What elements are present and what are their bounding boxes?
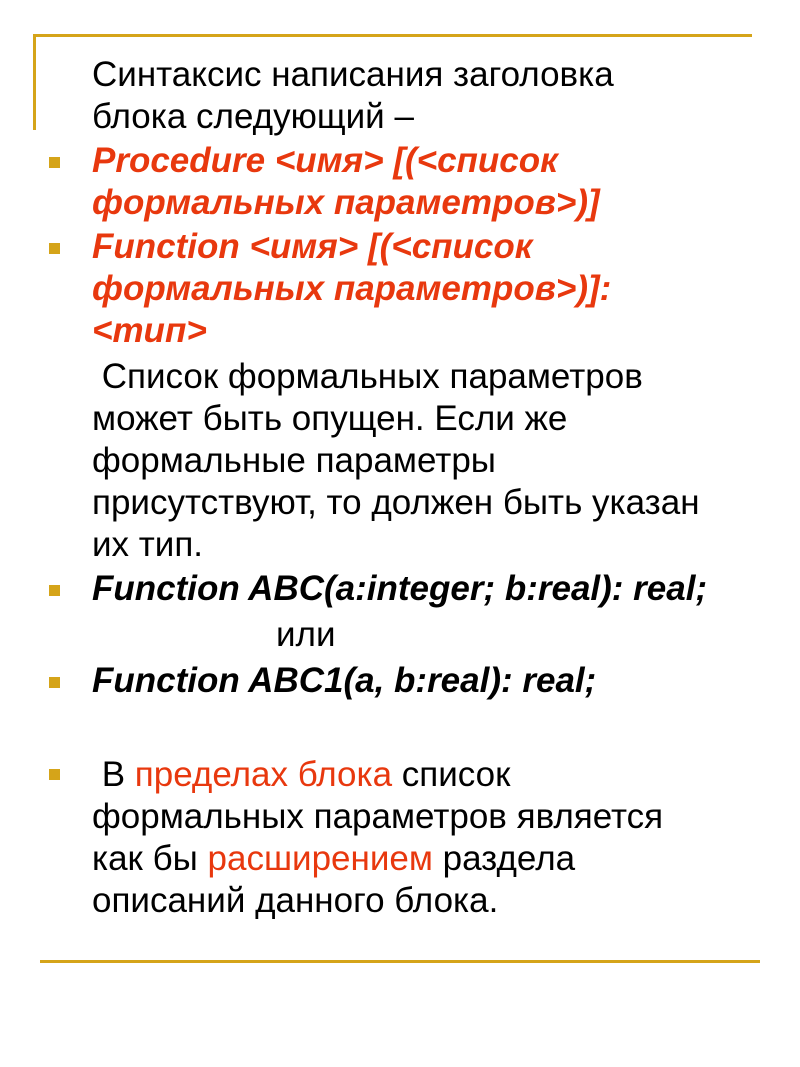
note-line-4: присутствуют, то должен быть указан: [92, 483, 700, 522]
final-line-1-pre: В: [92, 755, 135, 794]
highlight-within-block: пределах блока: [134, 755, 393, 794]
function-line-1: Function <имя> [(<список: [92, 227, 533, 266]
procedure-line-2: формальных параметров>)]: [92, 183, 600, 222]
final-line-3-pre: как бы: [92, 839, 208, 878]
note-line-2: может быть опущен. Если же: [92, 399, 568, 438]
final-line-2: формальных параметров является: [92, 797, 664, 836]
function-line-2: формальных параметров>)]:: [92, 269, 612, 308]
final-line-3-post: раздела: [432, 839, 576, 878]
function-line-3: <тип>: [92, 311, 207, 350]
final-line-1-post: список: [392, 755, 511, 794]
note-line-3: формальные параметры: [92, 441, 496, 480]
bullet-example-2: [49, 677, 60, 688]
bottom-rule: [40, 960, 760, 963]
note-line-1: Список формальных параметров: [92, 357, 643, 396]
bullet-procedure: [49, 157, 60, 168]
note-line-5: их тип.: [92, 525, 204, 564]
bullet-function: [49, 243, 60, 254]
procedure-line-1: Procedure <имя> [(<список: [92, 141, 558, 180]
left-rule: [33, 34, 36, 130]
bullet-final: [49, 769, 60, 780]
top-rule: [33, 34, 752, 37]
bullet-example-1: [49, 585, 60, 596]
intro-line-1: Синтаксис написания заголовка: [92, 55, 614, 94]
intro-line-2: блока следующий –: [92, 97, 414, 136]
final-line-3: [92, 838, 575, 880]
highlight-extension: расширением: [207, 839, 433, 878]
example-2: Function ABC1(a, b:real): real;: [92, 661, 597, 700]
or-word: или: [276, 615, 336, 654]
final-line-4: описаний данного блока.: [92, 881, 499, 920]
final-line-1: [92, 754, 510, 796]
example-1: Function ABC(a:integer; b:real): real;: [92, 569, 708, 608]
